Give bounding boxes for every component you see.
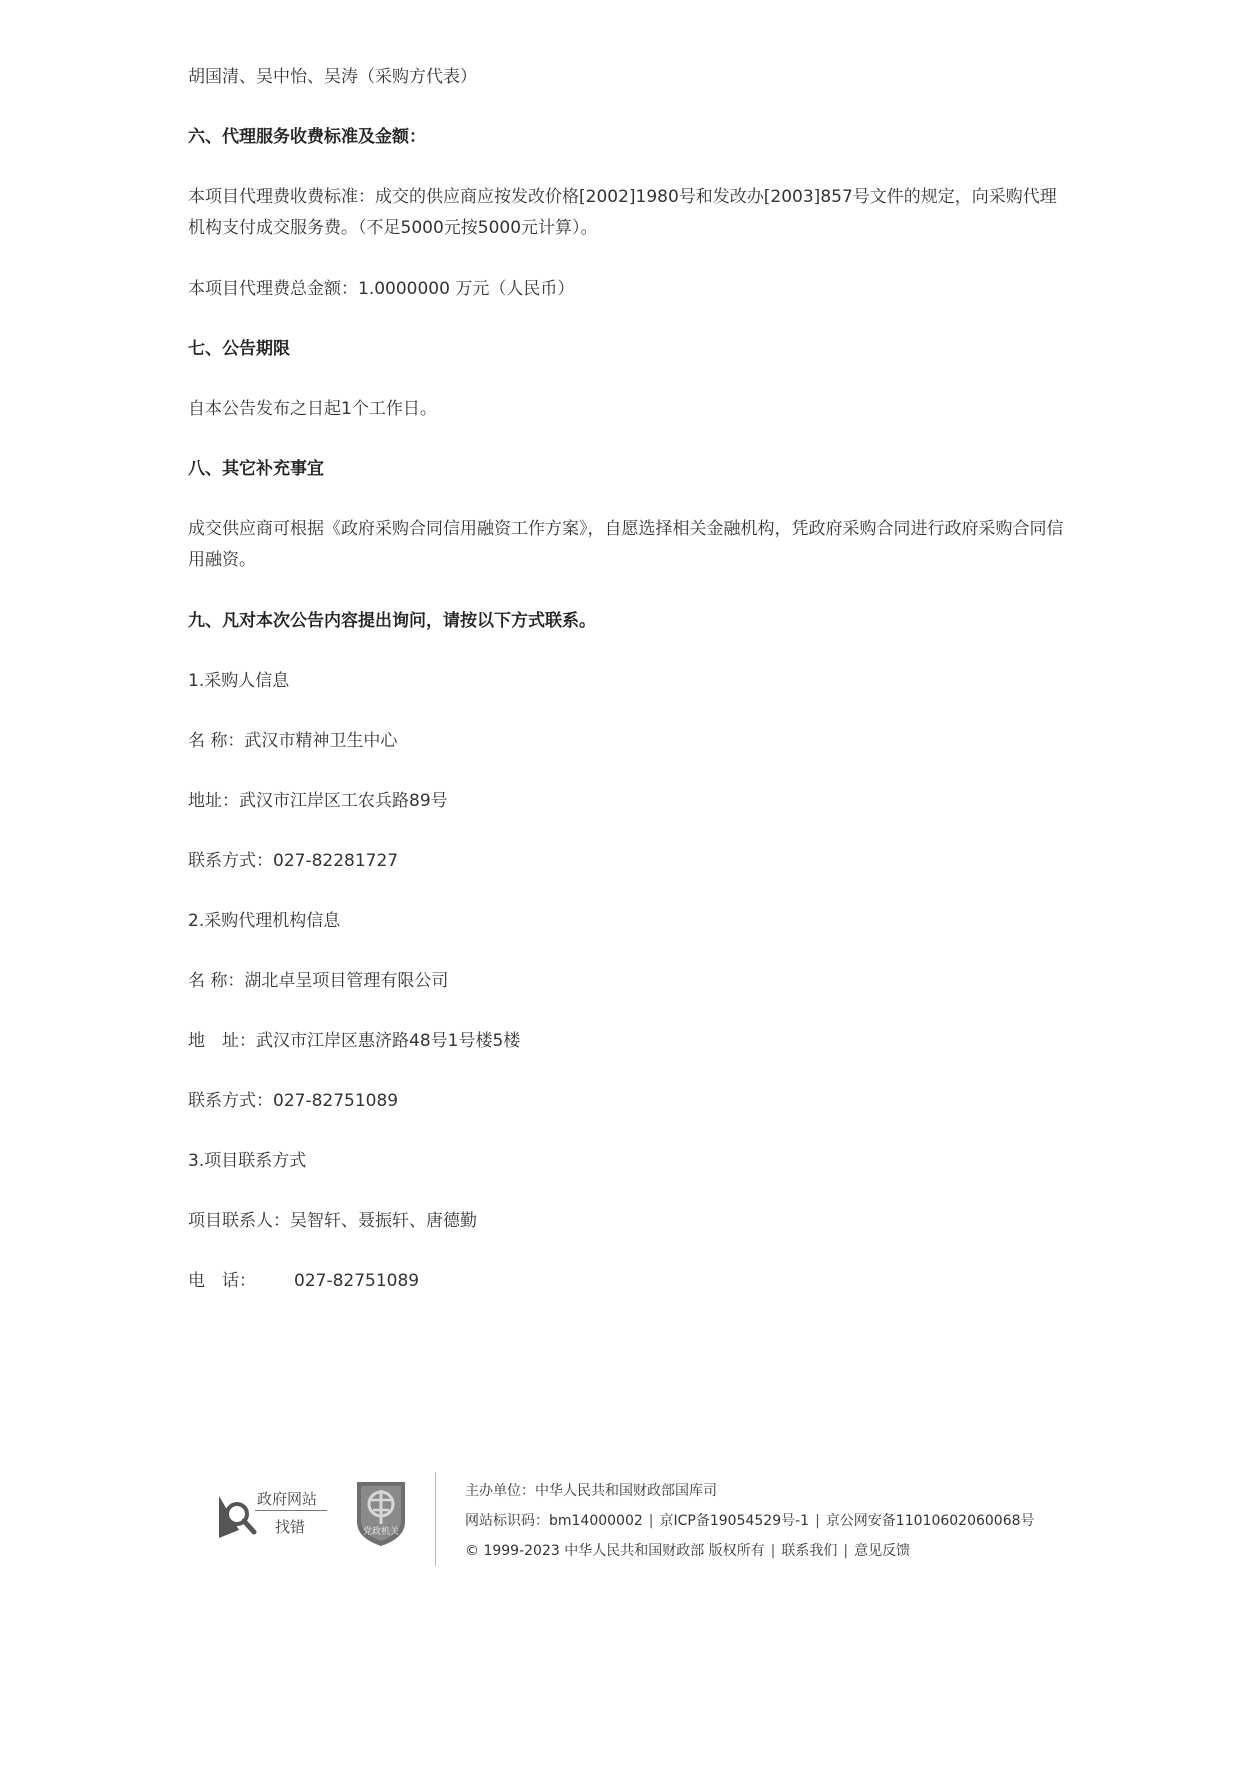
party-badge-label: 党政机关 bbox=[362, 1527, 400, 1537]
feedback-link[interactable]: 意见反馈 bbox=[854, 1543, 911, 1559]
fee-standard-paragraph: 本项目代理费收费标准：成交的供应商应按发改价格[2002]1980号和发改办[2003]857号文件的规定，向采购代理机构支付成交服务费。（不足5000元按5000元计算）。 bbox=[188, 187, 1057, 238]
purchaser-address: 地址：武汉市江岸区工农兵路89号 bbox=[188, 791, 448, 811]
agency-name: 名 称：湖北卓呈项目管理有限公司 bbox=[188, 971, 449, 991]
project-contact-persons: 项目联系人：吴智轩、聂振轩、唐德勤 bbox=[188, 1211, 477, 1231]
project-phone-value: 027-82751089 bbox=[294, 1271, 420, 1291]
purchaser-name: 名 称：武汉市精神卫生中心 bbox=[188, 731, 398, 751]
footer-ids bbox=[465, 1506, 1035, 1536]
contact-us-link[interactable]: 联系我们 bbox=[781, 1543, 838, 1559]
purchaser-contact: 联系方式：027-82281727 bbox=[188, 851, 399, 871]
gov-site-logo-text: 政府网站 bbox=[257, 1490, 318, 1508]
separator: | bbox=[648, 1513, 654, 1529]
attendees-line: 胡国清、吴中怡、吴涛（采购方代表） bbox=[188, 67, 477, 87]
purchaser-heading: 1.采购人信息 bbox=[188, 671, 290, 691]
separator: | bbox=[815, 1513, 820, 1529]
document-body bbox=[188, 62, 1068, 1326]
site-footer bbox=[217, 1470, 1077, 1570]
site-id: 网站标识码：bm14000002 bbox=[465, 1513, 643, 1529]
footer-copyright-row bbox=[465, 1536, 1035, 1566]
police-record-link[interactable]: 京公网安备11010602060068号 bbox=[825, 1513, 1035, 1529]
footer-host: 主办单位：中华人民共和国财政部国库司 bbox=[465, 1483, 717, 1499]
separator: | bbox=[770, 1543, 776, 1559]
agency-heading: 2.采购代理机构信息 bbox=[188, 911, 341, 931]
agency-address-value: 武汉市江岸区惠济路48号1号楼5楼 bbox=[256, 1031, 521, 1051]
agency-address bbox=[188, 1026, 1068, 1056]
agency-address-label: 地 址： bbox=[188, 1031, 256, 1051]
party-emblem-icon bbox=[351, 1478, 411, 1548]
project-phone-label: 电 话： bbox=[188, 1271, 256, 1291]
section7-heading: 七、公告期限 bbox=[188, 339, 290, 359]
gov-site-error-logo[interactable] bbox=[217, 1488, 329, 1544]
notice-period: 自本公告发布之日起1个工作日。 bbox=[188, 399, 437, 419]
copyright: © 1999-2023 中华人民共和国财政部 版权所有 bbox=[465, 1543, 765, 1559]
supplement-paragraph: 成交供应商可根据《政府采购合同信用融资工作方案》，自愿选择相关金融机构，凭政府采购合同进行政府采购合同信用融资。 bbox=[188, 519, 1064, 570]
magnifier-icon bbox=[217, 1490, 257, 1542]
section9-heading: 九、凡对本次公告内容提出询问，请按以下方式联系。 bbox=[188, 611, 596, 631]
fee-total: 本项目代理费总金额：1.0000000 万元（人民币） bbox=[188, 279, 575, 299]
project-phone bbox=[188, 1266, 1068, 1296]
footer-info bbox=[465, 1476, 1035, 1566]
project-contact-heading: 3.项目联系方式 bbox=[188, 1151, 307, 1171]
icp-link[interactable]: 京ICP备19054529号-1 bbox=[659, 1513, 810, 1529]
logo-divider bbox=[255, 1510, 327, 1511]
section8-heading: 八、其它补充事宜 bbox=[188, 459, 324, 479]
agency-contact: 联系方式：027-82751089 bbox=[188, 1091, 399, 1111]
section6-heading: 六、代理服务收费标准及金额： bbox=[188, 127, 426, 147]
find-error-logo-text: 找错 bbox=[275, 1518, 306, 1536]
footer-divider bbox=[435, 1472, 436, 1566]
party-gov-badge[interactable] bbox=[351, 1478, 411, 1548]
separator: | bbox=[843, 1543, 849, 1559]
